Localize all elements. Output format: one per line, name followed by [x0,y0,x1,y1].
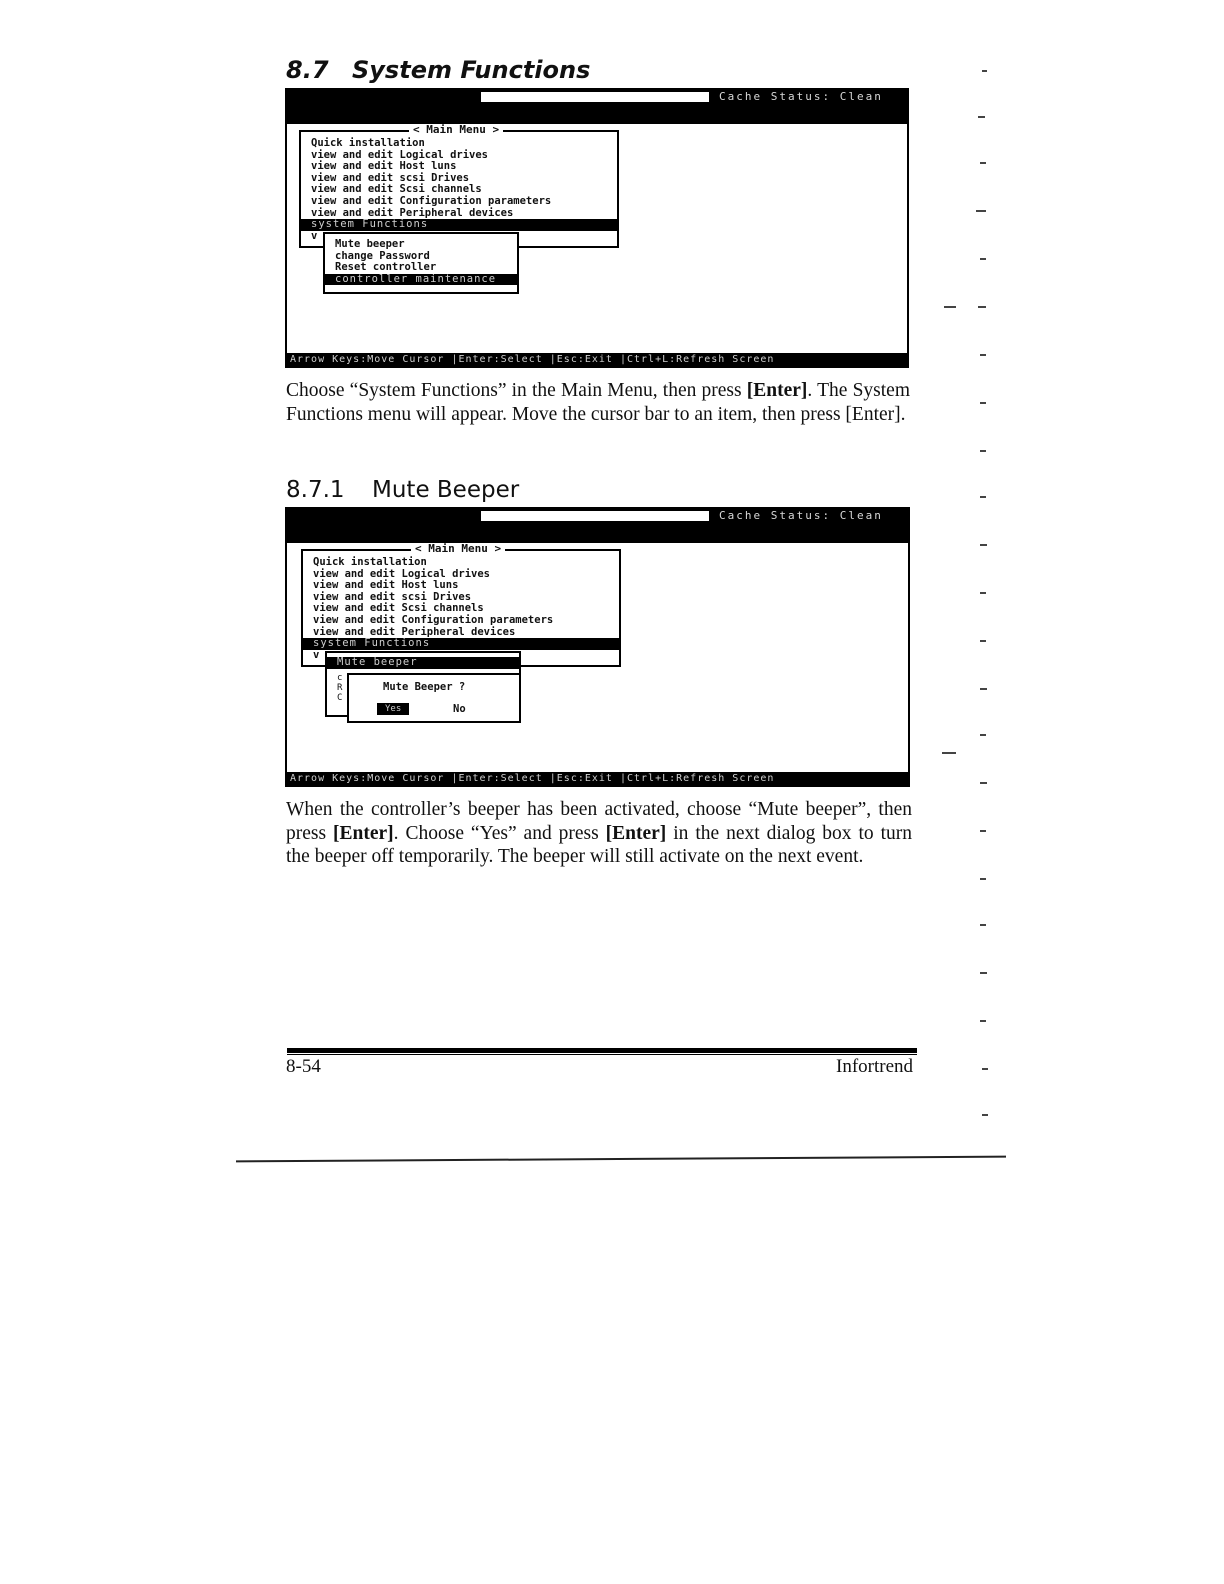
dialog-no-button[interactable]: No [453,703,466,715]
menu-item-system-functions-selected[interactable]: system Functions [301,219,617,231]
para2-enter-key-2: [Enter] [605,822,667,844]
para1-text-1: Choose “System Functions” in the Main Menu, then press [286,380,747,401]
section-heading [286,56,590,84]
section-number: 8.7 [286,56,329,84]
main-menu-title: < Main Menu > [409,124,503,136]
mute-beeper-dialog [347,673,521,723]
terminal-status-bar: Arrow Keys:Move Cursor |Enter:Select |Esc:Exit |Ctrl+L:Refresh Screen [287,353,907,366]
footer-rule [287,1048,917,1053]
submenu-item-mute-beeper-selected[interactable]: Mute beeper [327,657,519,669]
para2-enter-key-1: [Enter] [333,822,394,844]
menu-item-peripheral-devices[interactable]: view and edit Peripheral devices [313,625,516,638]
para2-text-1: When the controller’s beeper has been activated, choose “Mute beeper”, then press [286,799,912,844]
menu-item-system-functions-selected[interactable]: system Functions [303,638,619,650]
page-number: 8-54 [286,1056,321,1077]
header-input-box [481,511,709,521]
main-menu-title: < Main Menu > [411,543,505,555]
section-title: System Functions [352,56,591,84]
subsection-title: Mute Beeper [372,477,520,503]
para2-text-3: in the next dialog box to turn the beeper off temporarily. The beeper will still activate on the next event. [286,822,912,867]
menu-item-logical-drives[interactable]: view and edit Logical drives [313,567,491,580]
submenu-initials: c R C [337,673,343,703]
main-menu [299,123,619,248]
menu-item-configuration-parameters[interactable]: view and edit Configuration parameters [313,613,554,626]
paragraph-system-functions [286,379,910,426]
menu-item-peripheral-devices[interactable]: view and edit Peripheral devices [311,206,514,219]
footer-rule-thin [287,1054,917,1055]
subsection-number: 8.7.1 [286,477,345,503]
scan-edge-line [236,1156,1006,1163]
header-input-box [481,92,709,102]
menu-item-host-luns[interactable]: view and edit Host luns [311,160,457,173]
menu-item-scsi-drives[interactable]: view and edit scsi Drives [313,590,472,603]
dialog-question: Mute Beeper ? [383,681,466,693]
paragraph-mute-beeper [286,798,912,869]
terminal-screen-mute-beeper [285,507,910,787]
cache-status: Cache Status: Clean [719,509,883,522]
menu-item-quick-installation[interactable]: Quick installation [311,137,425,149]
menu-item-scsi-channels[interactable]: view and edit Scsi channels [311,183,482,196]
terminal-status-bar: Arrow Keys:Move Cursor |Enter:Select |Esc:Exit |Ctrl+L:Refresh Screen [287,772,908,785]
submenu-item-controller-maintenance-selected[interactable]: controller maintenance [325,274,517,286]
submenu-item-reset-controller[interactable]: Reset controller [335,261,437,274]
cache-status: Cache Status: Clean [719,90,883,103]
terminal-header-bar [287,90,907,124]
terminal-header-bar [287,509,908,543]
main-menu [301,542,621,667]
menu-item-scsi-channels[interactable]: view and edit Scsi channels [313,602,484,615]
terminal-screen-system-functions [285,88,909,368]
dialog-yes-button[interactable]: Yes [377,703,409,715]
para2-text-2: . Choose “Yes” and press [393,822,606,844]
para1-enter-key: [Enter] [746,380,808,401]
menu-item-scsi-drives[interactable]: view and edit scsi Drives [311,171,470,184]
system-functions-submenu [323,232,519,294]
para1-text-2: . The System Functions menu will appear. Move the cursor bar to an item, then press [Enter]. [286,380,911,425]
footer-brand: Infortrend [836,1056,914,1077]
menu-item-logical-drives[interactable]: view and edit Logical drives [311,148,489,161]
menu-item-quick-installation[interactable]: Quick installation [313,556,427,568]
menu-item-host-luns[interactable]: view and edit Host luns [313,579,459,592]
menu-item-hidden-initial: v [311,229,318,242]
menu-item-hidden-initial: v [313,648,320,661]
submenu-item-change-password[interactable]: change Password [335,249,430,262]
subsection-heading [286,477,519,503]
submenu-item-mute-beeper[interactable]: Mute beeper [335,238,405,250]
menu-item-configuration-parameters[interactable]: view and edit Configuration parameters [311,194,552,207]
